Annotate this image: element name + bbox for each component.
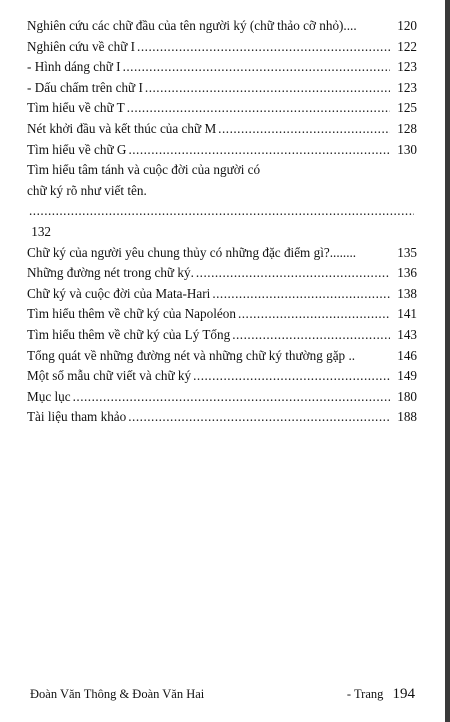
toc-entry-page: 128 <box>397 120 417 136</box>
toc-entry-title: Nghiên cứu các chữ đầu của tên người ký (chữ thảo cỡ nhỏ).... <box>27 18 357 33</box>
toc-leader <box>127 98 390 119</box>
footer-page-number: 194 <box>392 686 415 702</box>
toc-leader <box>123 57 390 78</box>
toc-leader <box>128 407 390 428</box>
toc-entry-page: 135 <box>397 244 417 260</box>
toc-entry-page: 149 <box>397 368 417 384</box>
table-of-contents <box>27 16 417 428</box>
toc-entry-page: 123 <box>397 79 417 95</box>
toc-entry-title: Tài liệu tham khảo <box>27 409 127 425</box>
toc-entry <box>27 16 417 37</box>
toc-entry <box>27 160 417 242</box>
toc-entry-page: 120 <box>397 18 417 33</box>
toc-entry <box>27 284 417 305</box>
toc-entry-title: Tổng quát về những đường nét và những chữ ký thường gặp .. <box>27 347 356 363</box>
toc-entry-page: 141 <box>397 306 417 322</box>
toc-entry-title: Chữ ký và cuộc đời của Mata-Hari <box>27 285 211 301</box>
toc-entry <box>27 387 417 408</box>
toc-leader <box>193 366 390 387</box>
toc-entry-title: Mục lục <box>27 388 71 404</box>
toc-entry-page: 188 <box>397 409 417 425</box>
toc-entry-title-continued: chữ ký rõ như viết tên. <box>27 182 147 198</box>
toc-entry <box>27 78 417 99</box>
toc-entry-title: Nét khởi đầu và kết thúc của chữ M <box>27 120 217 136</box>
toc-leader <box>145 78 390 99</box>
footer-authors: Đoàn Văn Thông & Đoàn Văn Hai <box>30 687 205 701</box>
toc-leader <box>196 263 390 284</box>
toc-entry <box>27 119 417 140</box>
toc-entry-page: 138 <box>397 285 417 301</box>
toc-entry-title: Tìm hiểu thêm về chữ ký của Lý Tống <box>27 326 231 342</box>
toc-entry-page: 143 <box>397 326 417 342</box>
toc-entry-title: - Hình dáng chữ I <box>27 59 121 75</box>
toc-entry <box>27 325 417 346</box>
toc-leader <box>73 387 390 408</box>
footer-page-label: - Trang <box>346 687 384 701</box>
toc-entry-title: Nghiên cứu về chữ I <box>27 38 136 54</box>
toc-entry-page: 180 <box>397 388 417 404</box>
toc-entry-title: Những đường nét trong chữ ký. <box>27 265 194 281</box>
toc-entry <box>27 346 417 367</box>
toc-entry-title: Tìm hiểu thêm về chữ ký của Napoléon <box>27 306 236 322</box>
toc-entry <box>27 263 417 284</box>
toc-entry-title: Tìm hiểu về chữ T <box>27 100 125 116</box>
toc-entry-page: 122 <box>397 38 417 54</box>
toc-entry-page: 123 <box>397 59 417 75</box>
toc-entry <box>27 98 417 119</box>
toc-leader <box>218 119 390 140</box>
toc-entry-title: Tìm hiểu về chữ G <box>27 141 127 157</box>
toc-entry-title: Tìm hiểu tâm tánh và cuộc đời của người có <box>27 162 261 178</box>
toc-entry <box>27 57 417 78</box>
toc-entry-title: - Dấu chấm trên chữ I <box>27 79 143 95</box>
toc-entry <box>27 140 417 161</box>
toc-entry-page: 136 <box>397 265 417 281</box>
toc-leader <box>137 37 390 58</box>
toc-entry-page: 125 <box>397 100 417 116</box>
toc-leader <box>212 284 390 305</box>
toc-leader <box>128 140 390 161</box>
toc-entry-page: 130 <box>397 141 417 157</box>
toc-entry <box>27 407 417 428</box>
toc-entry <box>27 304 417 325</box>
toc-entry <box>27 243 417 264</box>
toc-leader <box>232 325 390 346</box>
page-footer <box>30 686 415 703</box>
toc-entry-page: 146 <box>397 347 417 363</box>
toc-leader <box>238 304 390 325</box>
toc-entry <box>27 366 417 387</box>
toc-entry-page: 132 <box>31 223 51 239</box>
toc-entry-title: Chữ ký của người yêu chung thủy có những đặc điểm gì?........ <box>27 244 357 260</box>
toc-entry <box>27 37 417 58</box>
toc-entry-title: Một số mẫu chữ viết và chữ ký <box>27 368 192 384</box>
footer-page-indicator <box>347 686 415 703</box>
toc-leader <box>29 201 414 222</box>
